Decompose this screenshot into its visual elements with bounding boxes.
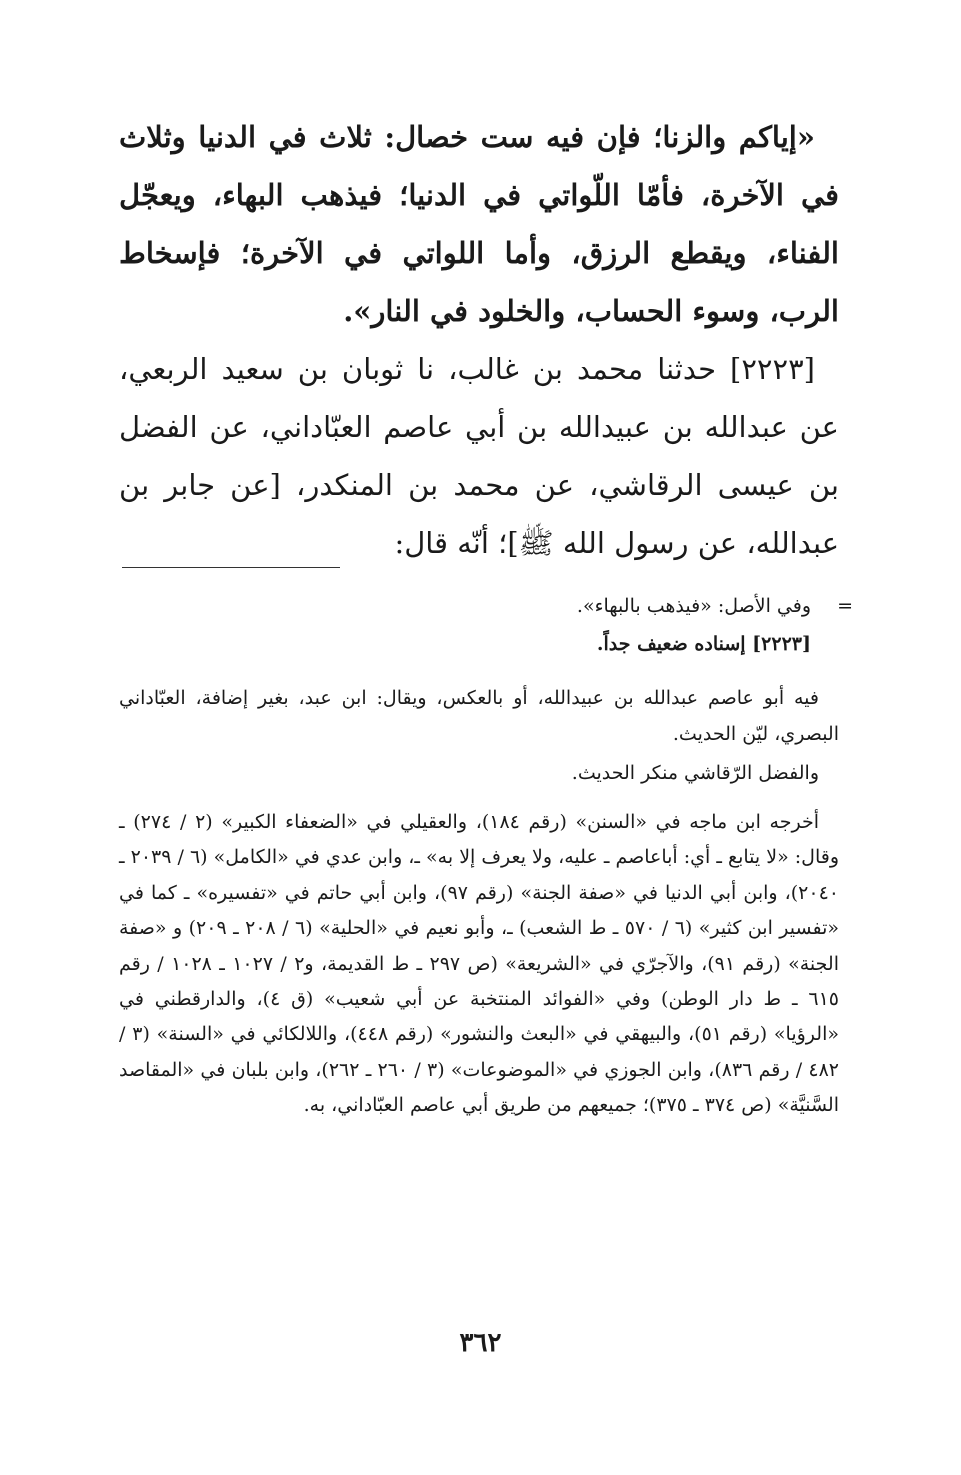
footnote-takhrij: أخرجه ابن ماجه في «السنن» (رقم ١٨٤)، والعقيلي في «الضعفاء الكبير» (٢ / ٢٧٤) ـ وقال: «لا يتابع ـ أي: أباعاصم ـ عليه، ولا يعرف إلا به» ـ، وابن عدي في «الكامل» (٦ / ٢٠٣٩ ـ ٢٠٤٠)، وابن أبي الدنيا في «صفة الجنة» (رقم ٩٧)، وابن أبي حاتم في «تفسيره» ـ كما في «تفسير ابن كثير» (٦ / ٥٧٠ ـ ط الشعب) ـ، وأبو نعيم في «الحلية» (٦ / ٢٠٨ ـ ٢٠٩) و «صفة الجنة» (رقم ٩١)، والآجرّي في «الشريعة» (ص ٢٩٧ ـ ط القديمة، و٢ / ١٠٢٧ ـ ١٠٢٨ / رقم ٦١٥ ـ ط دار الوطن) وفي «الفوائد المنتخبة عن أبي شعيب» (ق ٤)، والدارقطني في «الرؤيا» (رقم ٥١)، والبيهقي في «البعث والنشور» (رقم ٤٤٨)، واللالكائي في «السنة» (٣ / ٤٨٢ / رقم ٨٣٦)، وابن الجوزي في «الموضوعات» (٣ / ٢٦٠ ـ ٢٦٢)، وابن بلبان في «المقاصد السَّنيَّة» (ص ٣٧٤ ـ ٣٧٥)؛ جميعهم من طريق أبي عاصم العبّاداني، به. <box>119 811 839 1117</box>
footnote-original-note: وفي الأصل: «فيذهب بالبهاء». <box>576 595 811 617</box>
footnote-narrator-abu-asim: فيه أبو عاصم عبدالله بن عبيدالله، أو بالعكس، ويقال: ابن عبد، بغير إضافة، العبّاداني البصري، ليّن الحديث. <box>119 687 839 745</box>
footnote-narrator-fadl: والفضل الرّقاشي منكر الحديث. <box>571 762 819 784</box>
page-number: ٣٦٢ <box>459 1328 502 1358</box>
footnote-continuation-mark: = <box>837 595 853 617</box>
footnote-separator <box>122 567 340 568</box>
hadith-quote-text: «إياكم والزنا؛ فإن فيه ست خصال: ثلاث في الدنيا وثلاث في الآخرة، فأمّا اللّواتي في الدنيا؛ فيذهب البهاء، ويعجّل الفناء، ويقطع الرزق، وأما اللواتي في الآخرة؛ فإسخاط الرب، وسوء الحساب، والخلود في النار». <box>119 120 839 328</box>
footnote-grading: [٢٢٢٣] إسناده ضعيف جداً. <box>596 633 811 655</box>
hadith-chain-text: [٢٢٢٣] حدثنا محمد بن غالب، نا ثوبان بن سعيد الربعي، عن عبدالله بن عبيدالله بن أبي عاصم العبّاداني، عن الفضل بن عيسى الرقاشي، عن محمد بن المنكدر، [عن جابر بن عبدالله، عن رسول الله ﷺ]؛ أنّه قال: <box>119 352 839 560</box>
